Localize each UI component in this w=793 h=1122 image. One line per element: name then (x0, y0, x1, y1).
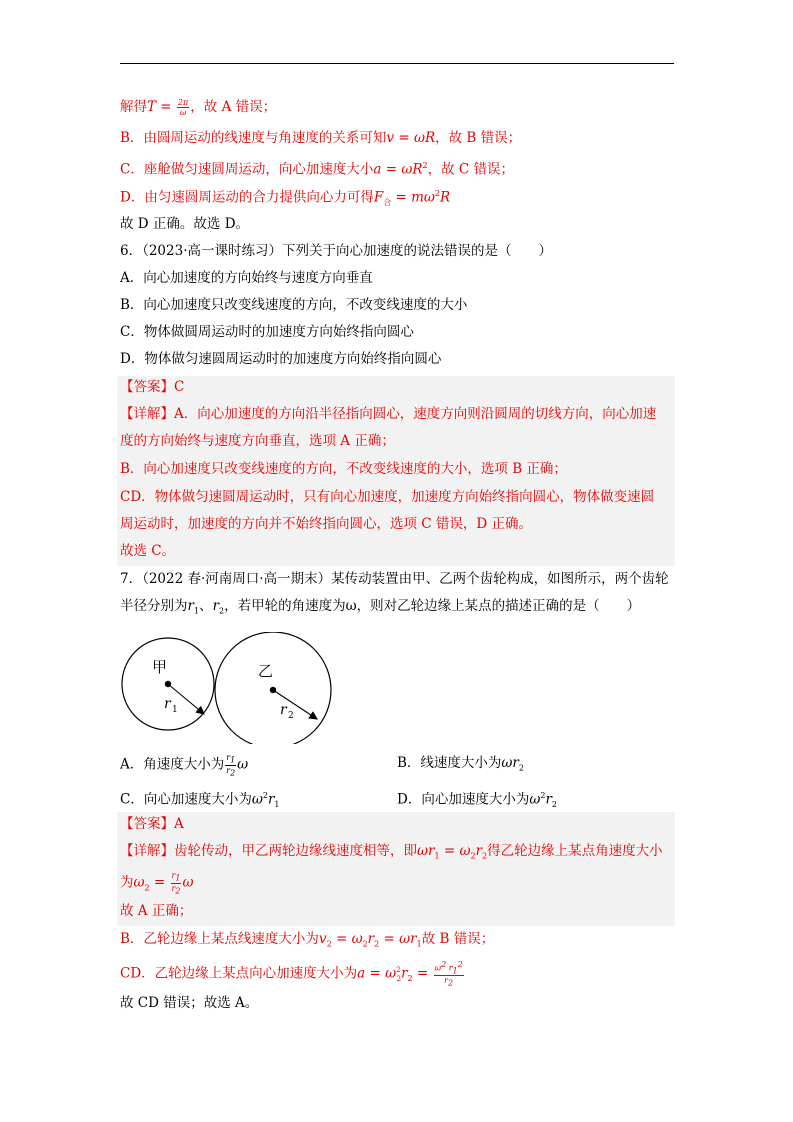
line-option-d: D．由匀速圆周运动的合力提供向心力可得$F_合 = m\omega^2R$ (120, 189, 451, 208)
q7-option-c: C．向心加速度大小为$\omega^2r_1$ (120, 791, 280, 810)
q7-detail-1: 【详解】齿轮传动，甲乙两轮边缘线速度相等，即$\omega r_1 = \omega_2r_2$得乙轮边缘上某点角速度大小 (120, 843, 663, 861)
line-conclusion-d: 故 D 正确。故选 D。 (120, 216, 250, 232)
label-r1: r (164, 696, 171, 712)
line-solve-T: 解得T = $\frac{2\pi}{\omega}$ ，故 A 错误； (120, 98, 277, 117)
svg-text:1: 1 (172, 705, 178, 715)
q6-detail-2: 度的方向始终与速度方向垂直，选项 A 正确； (120, 433, 395, 449)
q6-stem: 6．（2023·高一课时练习）下列关于向心加速度的说法错误的是（ ） (120, 243, 552, 259)
q6-option-a: A．向心加速度的方向始终与速度方向垂直 (120, 270, 373, 286)
q6-detail-4: CD．物体做匀速圆周运动时，只有向心加速度，加速度方向始终指向圆心，物体做变速圆 (120, 489, 655, 505)
q6-option-c: C．物体做圆周运动时的加速度方向始终指向圆心 (120, 324, 414, 340)
label-jia: 甲 (152, 658, 168, 676)
gears-figure (120, 632, 340, 744)
q7-option-d: D．向心加速度大小为$\omega^2r_2$ (397, 791, 557, 810)
q6-answer: 【答案】C (120, 379, 185, 395)
q7-stem-1: 7．（2022 春·河南周口·高一期末）某传动装置由甲、乙两个齿轮构成，如图所示，两个齿轮 (120, 571, 669, 587)
q7-option-a: A．角速度大小为 $\frac{r_1}{r_2}$ ω (120, 753, 249, 778)
header-rule (120, 63, 674, 64)
q7-conclusion: 故 CD 错误；故选 A。 (120, 995, 259, 1011)
formula-T: T (147, 99, 157, 115)
q7-stem-2: 半径分别为$r_1$、$r_2$，若甲轮的角速度为ω，则对乙轮边缘上某点的描述正确的是（ ） (120, 598, 641, 616)
q7-detail-3: 故 A 正确； (120, 903, 193, 919)
line-option-c: C．座舱做匀速圆周运动，向心加速度大小$a = \omega R^2$，故 C 错误； (120, 161, 515, 178)
q7-detail-5: CD．乙轮边缘上某点向心加速度大小为$a = \omega^2_2r_2$ = $\frac{\omega^2 r_1^2}{r_2}$ (120, 960, 463, 988)
q6-detail-3: B．向心加速度只改变线速度的方向，不改变线速度的大小，选项 B 正确； (120, 461, 567, 477)
q7-detail-4: B．乙轮边缘上某点线速度大小为$v_2 = \omega_2r_2 = \omega r_1$故 B 错误； (120, 931, 495, 949)
label-yi: 乙 (258, 662, 274, 680)
line-option-b: B．由圆周运动的线速度与角速度的关系可知v = ωR，故 B 错误； (120, 130, 522, 146)
q6-detail-6: 故选 C。 (120, 543, 176, 559)
q7-answer-box (117, 812, 675, 926)
q6-option-b: B．向心加速度只改变线速度的方向，不改变线速度的大小 (120, 297, 468, 313)
q6-detail-5: 周运动时，加速度的方向并不始终指向圆心，选项 C 错误，D 正确。 (120, 516, 533, 532)
q7-answer: 【答案】A (120, 816, 184, 832)
q7-option-b: B．线速度大小为$\omega r_2$ (397, 755, 524, 773)
svg-text:2: 2 (288, 711, 294, 721)
q6-detail-1: 【详解】A．向心加速度的方向沿半径指向圆心，速度方向则沿圆周的切线方向，向心加速 (120, 406, 657, 422)
q6-option-d: D．物体做匀速圆周运动时的加速度方向始终指向圆心 (120, 351, 442, 367)
label-r2: r (280, 702, 287, 718)
q7-detail-2: 为$\omega_2$ = $\frac{r_1}{r_2}$ ω (120, 871, 194, 896)
